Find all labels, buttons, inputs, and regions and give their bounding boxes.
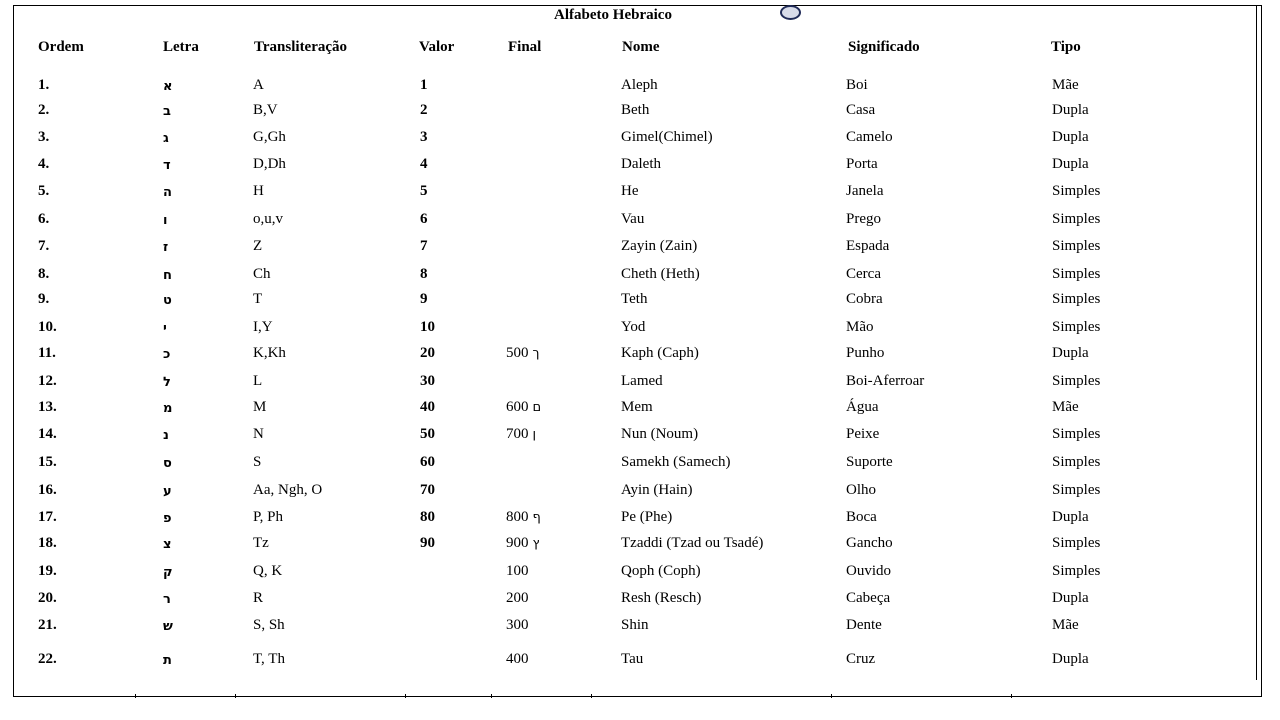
cell-transliteracao: L (253, 373, 263, 389)
cell-tipo: Mãe (1052, 77, 1079, 93)
cell-letra: מ (163, 401, 173, 416)
table-row (0, 617, 1280, 637)
cell-nome: Pe (Phe) (621, 509, 673, 525)
cell-tipo: Simples (1052, 211, 1101, 227)
cell-final (506, 617, 529, 634)
cell-letra: ל (163, 375, 171, 390)
header-final: Final (508, 39, 542, 55)
cell-valor: 20 (420, 345, 435, 361)
cell-significado: Boi (846, 77, 868, 93)
column-tick (1011, 694, 1012, 698)
cell-final (506, 399, 541, 416)
cell-significado: Peixe (846, 426, 880, 442)
cell-valor: 60 (420, 454, 435, 470)
column-tick (235, 694, 236, 698)
cell-ordem: 17. (38, 509, 57, 525)
cell-transliteracao: Ch (253, 266, 271, 282)
table-row (0, 345, 1280, 365)
cell-nome: Lamed (621, 373, 663, 389)
cell-nome: Beth (621, 102, 650, 118)
cell-letra: ק (163, 565, 173, 580)
cell-valor: 6 (420, 211, 428, 227)
final-value: 500 (506, 345, 529, 361)
cell-letra: ה (163, 185, 172, 200)
cell-ordem: 20. (38, 590, 57, 606)
cell-ordem: 16. (38, 482, 57, 498)
cell-tipo: Dupla (1052, 102, 1089, 118)
cell-tipo: Simples (1052, 266, 1101, 282)
cell-letra: ט (163, 293, 172, 308)
header-significado: Significado (848, 39, 920, 55)
cell-tipo: Simples (1052, 482, 1101, 498)
cell-valor: 50 (420, 426, 435, 442)
cell-tipo: Dupla (1052, 590, 1089, 606)
cell-transliteracao: o,u,v (253, 211, 283, 227)
cell-ordem: 3. (38, 129, 50, 145)
cell-tipo: Dupla (1052, 345, 1089, 361)
cell-tipo: Simples (1052, 535, 1101, 551)
table-row (0, 183, 1280, 203)
final-value: 700 (506, 426, 529, 442)
cell-ordem: 2. (38, 102, 50, 118)
final-letter: ם (532, 400, 542, 415)
cell-letra: ר (163, 592, 171, 607)
cell-tipo: Mãe (1052, 617, 1079, 633)
cell-tipo: Simples (1052, 291, 1101, 307)
cell-ordem: 11. (38, 345, 56, 361)
table-row (0, 238, 1280, 258)
cell-transliteracao: D,Dh (253, 156, 286, 172)
table-row (0, 651, 1280, 671)
cell-tipo: Simples (1052, 563, 1101, 579)
cell-valor: 10 (420, 319, 435, 335)
cell-tipo: Mãe (1052, 399, 1079, 415)
final-value: 300 (506, 617, 529, 633)
cell-tipo: Dupla (1052, 651, 1089, 667)
table-row (0, 535, 1280, 555)
cell-tipo: Dupla (1052, 509, 1089, 525)
cell-letra: כ (163, 347, 171, 362)
cell-significado: Punho (846, 345, 885, 361)
cell-letra: ש (163, 619, 173, 634)
cell-tipo: Simples (1052, 426, 1101, 442)
cell-nome: Mem (621, 399, 653, 415)
cell-final (506, 345, 539, 362)
cell-nome: Tzaddi (Tzad ou Tsadé) (621, 535, 764, 551)
cell-letra: ב (163, 104, 171, 119)
cell-ordem: 10. (38, 319, 57, 335)
cell-ordem: 8. (38, 266, 50, 282)
cell-nome: Aleph (621, 77, 658, 93)
cell-valor: 3 (420, 129, 428, 145)
cell-letra: נ (163, 428, 169, 443)
table-row (0, 77, 1280, 97)
cell-significado: Ouvido (846, 563, 891, 579)
cell-nome: Cheth (Heth) (621, 266, 700, 282)
column-tick (591, 694, 592, 698)
table-row (0, 156, 1280, 176)
cell-significado: Olho (846, 482, 876, 498)
cell-final (506, 509, 541, 526)
cell-letra: ז (163, 240, 169, 255)
header-nome: Nome (622, 39, 660, 55)
final-value: 100 (506, 563, 529, 579)
cell-significado: Mão (846, 319, 874, 335)
cell-letra: ו (163, 213, 168, 228)
final-letter: ן (532, 427, 537, 442)
cell-significado: Gancho (846, 535, 893, 551)
cell-ordem: 14. (38, 426, 57, 442)
table-row (0, 482, 1280, 502)
cell-significado: Janela (846, 183, 884, 199)
cell-transliteracao: S, Sh (253, 617, 285, 633)
final-value: 200 (506, 590, 529, 606)
cell-letra: י (163, 321, 167, 336)
header-transliteracao: Transliteração (254, 39, 348, 55)
cell-transliteracao: N (253, 426, 264, 442)
table-row (0, 590, 1280, 610)
cell-valor: 2 (420, 102, 428, 118)
final-value: 400 (506, 651, 529, 667)
cell-transliteracao: R (253, 590, 264, 606)
cell-nome: Ayin (Hain) (621, 482, 693, 498)
table-row (0, 426, 1280, 446)
cell-significado: Cobra (846, 291, 883, 307)
final-letter: ך (532, 346, 540, 361)
cell-transliteracao: Aa, Ngh, O (253, 482, 323, 498)
cell-nome: Zayin (Zain) (621, 238, 698, 254)
cell-significado: Porta (846, 156, 878, 172)
bottom-column-ticks (13, 694, 1262, 698)
cell-nome: Yod (621, 319, 646, 335)
cell-significado: Suporte (846, 454, 893, 470)
cell-transliteracao: K,Kh (253, 345, 286, 361)
table-row (0, 211, 1280, 231)
cell-nome: Daleth (621, 156, 661, 172)
cell-nome: Qoph (Coph) (621, 563, 701, 579)
cell-transliteracao: P, Ph (253, 509, 284, 525)
cell-nome: Shin (621, 617, 649, 633)
column-tick (405, 694, 406, 698)
cell-ordem: 21. (38, 617, 57, 633)
cell-transliteracao: G,Gh (253, 129, 286, 145)
cell-valor: 40 (420, 399, 435, 415)
header-letra: Letra (163, 39, 199, 55)
cell-final (506, 426, 536, 443)
cell-transliteracao: A (253, 77, 264, 93)
cell-significado: Espada (846, 238, 890, 254)
cell-final (506, 590, 529, 607)
cell-ordem: 13. (38, 399, 57, 415)
cell-letra: א (163, 79, 173, 94)
cell-transliteracao: Q, K (253, 563, 283, 579)
cell-significado: Boi-Aferroar (846, 373, 925, 389)
cell-significado: Cruz (846, 651, 876, 667)
cell-transliteracao: S (253, 454, 262, 470)
cell-nome: Teth (621, 291, 648, 307)
cell-nome: Nun (Noum) (621, 426, 699, 442)
cell-tipo: Dupla (1052, 156, 1089, 172)
cell-ordem: 6. (38, 211, 50, 227)
cell-valor: 30 (420, 373, 435, 389)
final-value: 800 (506, 509, 529, 525)
cell-ordem: 4. (38, 156, 50, 172)
cell-ordem: 18. (38, 535, 57, 551)
cell-significado: Boca (846, 509, 877, 525)
table-row (0, 509, 1280, 529)
table-row (0, 399, 1280, 419)
cell-valor: 7 (420, 238, 428, 254)
table-row (0, 266, 1280, 286)
column-tick (135, 694, 136, 698)
column-tick (491, 694, 492, 698)
cell-valor: 1 (420, 77, 428, 93)
cell-nome: Gimel(Chimel) (621, 129, 713, 145)
cell-significado: Dente (846, 617, 882, 633)
cell-ordem: 15. (38, 454, 57, 470)
cell-valor: 4 (420, 156, 428, 172)
cell-nome: Kaph (Caph) (621, 345, 699, 361)
final-value: 600 (506, 399, 529, 415)
cell-valor: 5 (420, 183, 428, 199)
cell-valor: 90 (420, 535, 435, 551)
cell-final (506, 563, 529, 580)
cell-letra: ג (163, 131, 169, 146)
cell-transliteracao: H (253, 183, 264, 199)
cell-transliteracao: T (253, 291, 263, 307)
cell-transliteracao: T, Th (253, 651, 285, 667)
cell-ordem: 22. (38, 651, 57, 667)
cell-tipo: Simples (1052, 183, 1101, 199)
cell-significado: Cerca (846, 266, 881, 282)
header-valor: Valor (419, 39, 455, 55)
cell-nome: Vau (621, 211, 645, 227)
cell-letra: צ (163, 537, 172, 552)
table-row (0, 454, 1280, 474)
cell-significado: Prego (846, 211, 881, 227)
cell-valor: 80 (420, 509, 435, 525)
cell-ordem: 7. (38, 238, 50, 254)
header-tipo: Tipo (1051, 39, 1081, 55)
cell-letra: פ (163, 511, 172, 526)
final-letter: ץ (532, 536, 540, 551)
cell-valor: 8 (420, 266, 428, 282)
cell-nome: Tau (621, 651, 644, 667)
cell-nome: Samekh (Samech) (621, 454, 731, 470)
column-tick (831, 694, 832, 698)
page-title: Alfabeto Hebraico (554, 7, 672, 23)
cell-nome: He (621, 183, 639, 199)
cell-significado: Água (846, 399, 879, 415)
cell-tipo: Simples (1052, 454, 1101, 470)
cell-letra: ח (163, 268, 172, 283)
cell-ordem: 1. (38, 77, 50, 93)
cell-tipo: Simples (1052, 373, 1101, 389)
cell-transliteracao: I,Y (253, 319, 273, 335)
cell-transliteracao: M (253, 399, 267, 415)
cell-tipo: Simples (1052, 238, 1101, 254)
cell-valor: 70 (420, 482, 435, 498)
final-letter: ף (532, 510, 541, 525)
cell-significado: Cabeça (846, 590, 891, 606)
cell-transliteracao: B,V (253, 102, 278, 118)
cell-final (506, 651, 529, 668)
final-value: 900 (506, 535, 529, 551)
cell-ordem: 5. (38, 183, 50, 199)
table-row (0, 373, 1280, 393)
cell-letra: ד (163, 158, 171, 173)
cell-ordem: 12. (38, 373, 57, 389)
cell-tipo: Dupla (1052, 129, 1089, 145)
cell-valor: 9 (420, 291, 428, 307)
table-row (0, 319, 1280, 339)
table-row (0, 129, 1280, 149)
header-ordem: Ordem (38, 39, 84, 55)
table-row (0, 291, 1280, 311)
cell-nome: Resh (Resch) (621, 590, 702, 606)
top-border (13, 5, 1262, 6)
oval-shape-handle[interactable] (780, 5, 801, 20)
table-row (0, 102, 1280, 122)
cell-letra: ס (163, 456, 172, 471)
cell-ordem: 19. (38, 563, 57, 579)
cell-ordem: 9. (38, 291, 50, 307)
cell-transliteracao: Tz (253, 535, 269, 551)
cell-letra: ת (163, 653, 172, 668)
cell-tipo: Simples (1052, 319, 1101, 335)
table-row (0, 563, 1280, 583)
cell-transliteracao: Z (253, 238, 263, 254)
cell-letra: ע (163, 484, 172, 499)
cell-final (506, 535, 540, 552)
cell-significado: Camelo (846, 129, 893, 145)
cell-significado: Casa (846, 102, 876, 118)
